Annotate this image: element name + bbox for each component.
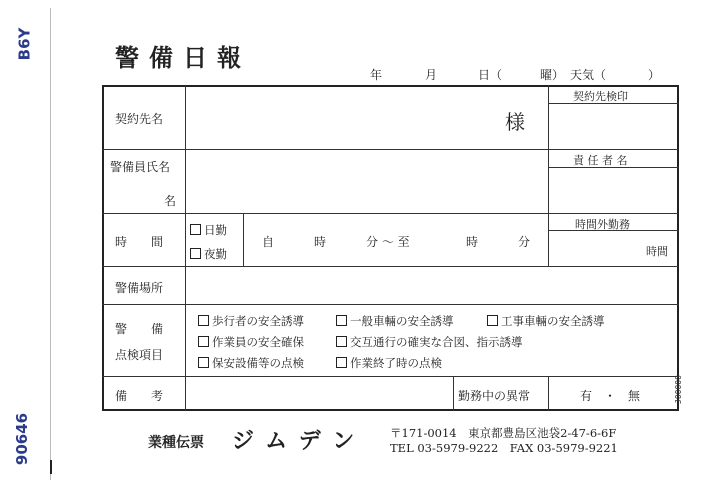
row-line bbox=[102, 304, 679, 305]
check-item-label: 交互通行の確実な合図、指示誘導 bbox=[350, 335, 523, 349]
page-title: 警備日報 bbox=[115, 43, 251, 72]
label-column-line bbox=[185, 85, 186, 411]
abnormal-label: 勤務中の異常 bbox=[458, 389, 531, 403]
shift-column-line bbox=[243, 213, 244, 266]
place-label: 警備場所 bbox=[115, 281, 164, 295]
perforation-line bbox=[50, 8, 51, 480]
contract-stamp-label: 契約先検印 bbox=[573, 90, 628, 103]
contract-stamp-field[interactable] bbox=[551, 106, 676, 147]
guard-count-label: 名 bbox=[164, 194, 177, 208]
time-hour-1: 時 bbox=[314, 235, 327, 249]
checkbox-icon bbox=[198, 336, 209, 347]
checkbox-icon bbox=[198, 357, 209, 368]
contract-field[interactable] bbox=[190, 88, 542, 146]
day-shift-checkbox[interactable] bbox=[190, 222, 227, 238]
date-year: 年 bbox=[370, 68, 383, 82]
checkbox-icon bbox=[336, 357, 347, 368]
footer-phone: TEL 03-5979-9222 FAX 03-5979-9221 bbox=[390, 441, 618, 455]
check-label-2: 点検項目 bbox=[115, 348, 164, 362]
date-weather: 天気（ bbox=[570, 68, 607, 82]
checkbox-icon bbox=[190, 248, 201, 259]
margin-code-bottom: 90646 bbox=[13, 412, 32, 466]
responsible-field[interactable] bbox=[551, 170, 676, 211]
remarks-label: 備 考 bbox=[115, 389, 164, 403]
check-item[interactable] bbox=[487, 313, 605, 329]
remarks-split-line bbox=[453, 376, 454, 411]
check-item-label: 工事車輛の安全誘導 bbox=[501, 314, 605, 328]
responsible-label: 責 任 者 名 bbox=[573, 154, 628, 167]
guard-name-label: 警備員氏名 bbox=[110, 160, 171, 174]
time-hour-2: 時 bbox=[466, 235, 479, 249]
remarks-field[interactable] bbox=[190, 379, 448, 409]
row-line bbox=[102, 213, 679, 214]
check-item[interactable] bbox=[198, 355, 304, 371]
check-item-label: 作業員の安全確保 bbox=[212, 335, 304, 349]
day-shift-label: 日勤 bbox=[204, 223, 227, 237]
check-item[interactable] bbox=[336, 355, 442, 371]
contract-suffix: 様 bbox=[505, 110, 525, 134]
time-from: 自 bbox=[262, 235, 275, 249]
margin-code-top: B6Y bbox=[15, 27, 34, 61]
time-minute-to: 分 ～ 至 bbox=[366, 235, 410, 249]
date-weather-close: ） bbox=[648, 68, 661, 82]
checkbox-icon bbox=[198, 315, 209, 326]
footer-company: ジムデン bbox=[232, 428, 367, 454]
night-shift-label: 夜勤 bbox=[204, 247, 227, 261]
footer-brand: 業種伝票 bbox=[148, 435, 204, 451]
contract-label: 契約先名 bbox=[115, 112, 164, 126]
checkbox-icon bbox=[487, 315, 498, 326]
check-item-label: 歩行者の安全誘導 bbox=[212, 314, 304, 328]
checkbox-icon bbox=[336, 336, 347, 347]
check-item[interactable] bbox=[198, 334, 304, 350]
check-item[interactable] bbox=[336, 313, 454, 329]
overtime-label: 時間外勤務 bbox=[575, 218, 630, 231]
time-label: 時 間 bbox=[115, 235, 164, 249]
check-item-label: 一般車輛の安全誘導 bbox=[350, 314, 454, 328]
guard-name-field[interactable] bbox=[190, 152, 542, 210]
row-line bbox=[102, 266, 679, 267]
place-field[interactable] bbox=[190, 269, 675, 301]
row-line bbox=[102, 149, 679, 150]
check-item[interactable] bbox=[198, 313, 304, 329]
row-line bbox=[102, 376, 679, 377]
abnormal-value: 有 ・ 無 bbox=[580, 389, 641, 403]
date-weekday: 曜） bbox=[540, 68, 565, 82]
night-shift-checkbox[interactable] bbox=[190, 246, 227, 262]
checkbox-icon bbox=[336, 315, 347, 326]
abnormal-split-line bbox=[548, 376, 549, 411]
check-label-1: 警 備 bbox=[115, 322, 164, 336]
side-code: J00000 bbox=[673, 375, 683, 404]
time-minute-2: 分 bbox=[518, 235, 531, 249]
footer-address: 〒171-0014 東京都豊島区池袋2-47-6-6F bbox=[390, 426, 617, 440]
date-month: 月 bbox=[425, 68, 438, 82]
date-day: 日（ bbox=[478, 68, 503, 82]
check-item[interactable] bbox=[336, 334, 523, 350]
checkbox-icon bbox=[190, 224, 201, 235]
overtime-unit: 時間 bbox=[646, 245, 668, 258]
check-item-label: 作業終了時の点検 bbox=[350, 356, 442, 370]
margin-mark bbox=[50, 460, 52, 474]
check-item-label: 保安設備等の点検 bbox=[212, 356, 304, 370]
right-column-line bbox=[548, 85, 549, 266]
